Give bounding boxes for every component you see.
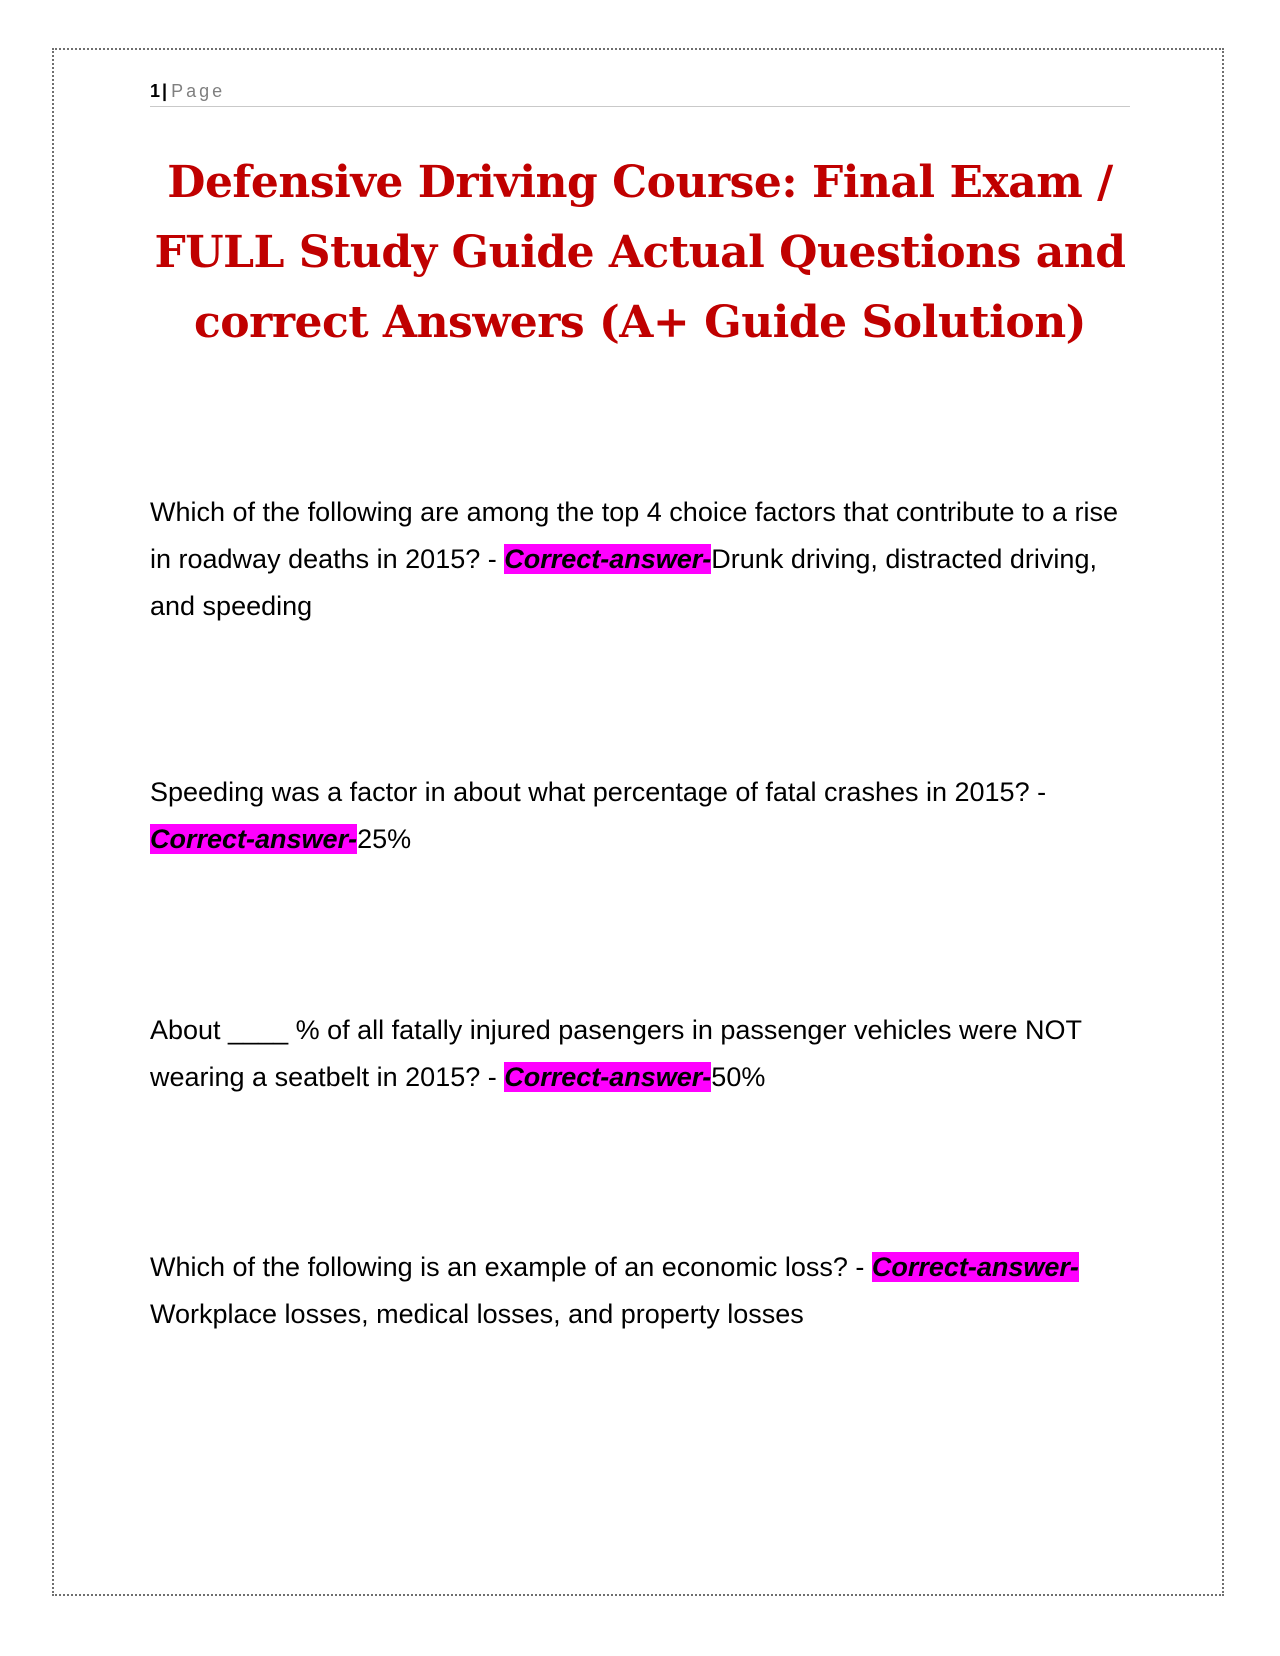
qa-item-4: [150, 1244, 1130, 1338]
qa-item-2: [150, 769, 1130, 863]
question-text: Which of the following is an example of an economic loss? -: [150, 1252, 872, 1282]
answer-marker: Correct-answer-: [150, 824, 358, 854]
page-header: [150, 80, 1130, 107]
document-title: Defensive Driving Course: Final Exam / FULL Study Guide Actual Questions and correct Answers (A+ Guide Solution): [154, 157, 1126, 348]
qa-item-1: [150, 489, 1130, 630]
page-label: Page: [171, 81, 226, 101]
answer-marker: Correct-answer-: [871, 1252, 1079, 1282]
qa-item-3: [150, 1007, 1130, 1101]
question-text: Which of the following are among the top 4 choice factors that contribute to a rise in roadway deaths in 2015? -: [150, 497, 1119, 574]
answer-text: Drunk driving, distracted driving, and speeding: [150, 544, 1097, 621]
answer-text: 25%: [357, 824, 412, 854]
page-separator: |: [162, 81, 168, 101]
question-text: Speeding was a factor in about what percentage of fatal crashes in 2015? -: [150, 777, 1047, 807]
answer-text: 50%: [711, 1062, 766, 1092]
answer-marker: Correct-answer-: [504, 1062, 712, 1092]
question-text: About ____ % of all fatally injured pasengers in passenger vehicles were NOT wearing a seatbelt in 2015? -: [150, 1015, 1082, 1092]
page-number: 1: [150, 81, 161, 101]
answer-text: Workplace losses, medical losses, and property losses: [150, 1299, 804, 1329]
answer-marker: Correct-answer-: [504, 544, 712, 574]
